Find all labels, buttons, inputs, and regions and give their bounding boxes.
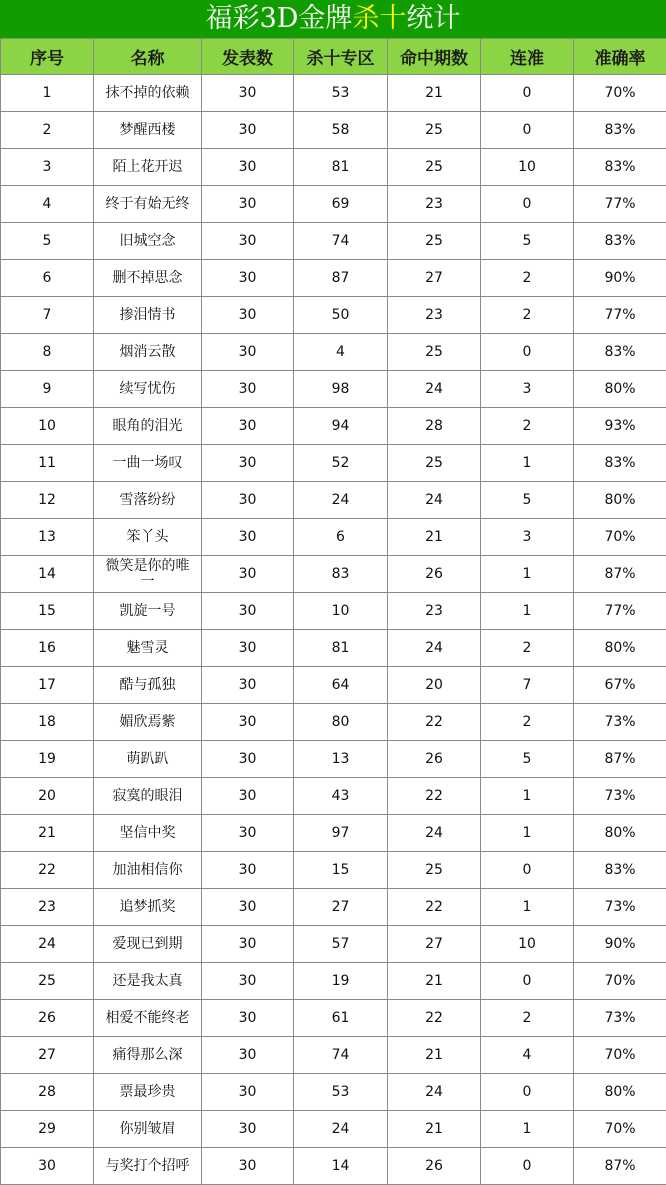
kill-ten-cell: 64 — [294, 667, 388, 704]
name-cell — [94, 519, 202, 556]
name-cell — [94, 704, 202, 741]
table-row — [1, 334, 666, 371]
name-text: 媚欣焉紫 — [119, 714, 176, 730]
posts-cell: 30 — [202, 926, 294, 963]
name-cell — [94, 630, 202, 667]
name-cell — [94, 1037, 202, 1074]
name-cell — [94, 408, 202, 445]
accuracy-cell: 73% — [574, 704, 666, 741]
streak-cell: 1 — [481, 556, 574, 593]
posts-cell: 30 — [202, 667, 294, 704]
hits-cell: 25 — [388, 112, 481, 149]
name-text: 与奖打个招呼 — [105, 1158, 190, 1174]
kill-ten-cell: 58 — [294, 112, 388, 149]
accuracy-cell: 70% — [574, 1111, 666, 1148]
name-cell — [94, 445, 202, 482]
hits-cell: 23 — [388, 593, 481, 630]
accuracy-cell: 87% — [574, 556, 666, 593]
hits-cell: 22 — [388, 889, 481, 926]
hits-cell: 22 — [388, 778, 481, 815]
table-row — [1, 1000, 666, 1037]
name-cell — [94, 556, 202, 593]
name-text: 烟消云散 — [119, 344, 176, 360]
table-row — [1, 371, 666, 408]
hits-cell: 21 — [388, 519, 481, 556]
kill-ten-cell: 69 — [294, 186, 388, 223]
accuracy-header: 准确率 — [574, 39, 666, 75]
streak-cell: 4 — [481, 1037, 574, 1074]
accuracy-cell: 70% — [574, 963, 666, 1000]
table-row — [1, 852, 666, 889]
index-header: 序号 — [1, 39, 94, 75]
kill-ten-cell: 13 — [294, 741, 388, 778]
hits-cell: 27 — [388, 926, 481, 963]
accuracy-cell: 80% — [574, 1074, 666, 1111]
name-text: 凯旋一号 — [119, 603, 176, 619]
name-text: 痛得那么深 — [112, 1047, 183, 1063]
posts-cell: 30 — [202, 1000, 294, 1037]
name-cell — [94, 778, 202, 815]
name-cell — [94, 741, 202, 778]
index-cell: 2 — [1, 112, 94, 149]
name-cell — [94, 963, 202, 1000]
table-row — [1, 704, 666, 741]
kill-ten-cell: 15 — [294, 852, 388, 889]
table-row — [1, 482, 666, 519]
table-row — [1, 408, 666, 445]
streak-cell: 2 — [481, 704, 574, 741]
hits-cell: 22 — [388, 1000, 481, 1037]
accuracy-cell: 73% — [574, 778, 666, 815]
accuracy-cell: 80% — [574, 371, 666, 408]
hits-cell: 21 — [388, 963, 481, 1000]
accuracy-cell: 77% — [574, 593, 666, 630]
header-row — [1, 39, 666, 75]
streak-cell: 1 — [481, 445, 574, 482]
kill-ten-cell: 52 — [294, 445, 388, 482]
name-cell — [94, 334, 202, 371]
kill-ten-cell: 97 — [294, 815, 388, 852]
kill-ten-cell: 57 — [294, 926, 388, 963]
streak-cell: 0 — [481, 75, 574, 112]
streak-cell: 7 — [481, 667, 574, 704]
posts-cell: 30 — [202, 408, 294, 445]
kill-ten-cell: 94 — [294, 408, 388, 445]
accuracy-cell: 73% — [574, 889, 666, 926]
index-cell: 12 — [1, 482, 94, 519]
hits-cell: 25 — [388, 334, 481, 371]
page-title — [0, 0, 666, 38]
accuracy-cell: 80% — [574, 815, 666, 852]
accuracy-cell: 83% — [574, 112, 666, 149]
kill-ten-cell: 61 — [294, 1000, 388, 1037]
kill-ten-cell: 81 — [294, 149, 388, 186]
name-cell — [94, 1074, 202, 1111]
kill-ten-cell: 53 — [294, 1074, 388, 1111]
kill-ten-cell: 87 — [294, 260, 388, 297]
name-cell — [94, 223, 202, 260]
index-cell: 16 — [1, 630, 94, 667]
table-row — [1, 223, 666, 260]
posts-cell: 30 — [202, 1111, 294, 1148]
title-highlight: 杀十 — [352, 3, 407, 34]
accuracy-cell: 80% — [574, 482, 666, 519]
accuracy-cell: 80% — [574, 630, 666, 667]
posts-cell: 30 — [202, 445, 294, 482]
posts-cell: 30 — [202, 778, 294, 815]
posts-cell: 30 — [202, 112, 294, 149]
kill-ten-cell: 27 — [294, 889, 388, 926]
name-text: 爱现已到期 — [112, 936, 183, 952]
posts-cell: 30 — [202, 334, 294, 371]
index-cell: 8 — [1, 334, 94, 371]
posts-cell: 30 — [202, 371, 294, 408]
streak-cell: 0 — [481, 963, 574, 1000]
streak-cell: 5 — [481, 223, 574, 260]
name-text: 梦醒西楼 — [119, 122, 176, 138]
index-cell: 10 — [1, 408, 94, 445]
posts-cell: 30 — [202, 1037, 294, 1074]
kill-ten-cell: 10 — [294, 593, 388, 630]
accuracy-cell: 77% — [574, 186, 666, 223]
hits-cell: 24 — [388, 815, 481, 852]
hits-cell: 24 — [388, 371, 481, 408]
table-row — [1, 889, 666, 926]
accuracy-cell: 93% — [574, 408, 666, 445]
table-row — [1, 75, 666, 112]
table-row — [1, 445, 666, 482]
hits-cell: 21 — [388, 1111, 481, 1148]
name-text: 雪落纷纷 — [119, 492, 176, 508]
name-cell — [94, 75, 202, 112]
accuracy-cell: 70% — [574, 75, 666, 112]
accuracy-cell: 83% — [574, 334, 666, 371]
hits-cell: 26 — [388, 556, 481, 593]
name-cell — [94, 667, 202, 704]
table-row — [1, 926, 666, 963]
index-cell: 26 — [1, 1000, 94, 1037]
kill-ten-cell: 98 — [294, 371, 388, 408]
streak-cell: 1 — [481, 889, 574, 926]
posts-cell: 30 — [202, 1148, 294, 1185]
table-row — [1, 630, 666, 667]
posts-cell: 30 — [202, 889, 294, 926]
index-cell: 24 — [1, 926, 94, 963]
name-cell — [94, 1111, 202, 1148]
table-body — [1, 75, 666, 1185]
name-text: 陌上花开迟 — [112, 159, 183, 175]
kill-ten-cell: 24 — [294, 482, 388, 519]
posts-cell: 30 — [202, 852, 294, 889]
posts-cell: 30 — [202, 75, 294, 112]
index-cell: 13 — [1, 519, 94, 556]
name-text: 续写忧伤 — [119, 381, 176, 397]
kill-ten-cell: 81 — [294, 630, 388, 667]
streak-cell: 0 — [481, 334, 574, 371]
kill-ten-header: 杀十专区 — [294, 39, 388, 75]
index-cell: 25 — [1, 963, 94, 1000]
hits-cell: 23 — [388, 186, 481, 223]
streak-cell: 0 — [481, 852, 574, 889]
hits-cell: 25 — [388, 149, 481, 186]
name-text: 还是我太真 — [112, 973, 183, 989]
name-cell — [94, 926, 202, 963]
streak-cell: 0 — [481, 112, 574, 149]
accuracy-cell: 83% — [574, 445, 666, 482]
index-cell: 6 — [1, 260, 94, 297]
index-cell: 17 — [1, 667, 94, 704]
accuracy-cell: 87% — [574, 1148, 666, 1185]
index-cell: 7 — [1, 297, 94, 334]
index-cell: 29 — [1, 1111, 94, 1148]
streak-cell: 1 — [481, 593, 574, 630]
table-row — [1, 556, 666, 593]
name-cell — [94, 149, 202, 186]
name-text: 坚信中奖 — [119, 825, 176, 841]
index-cell: 30 — [1, 1148, 94, 1185]
name-text: 掺泪情书 — [119, 307, 176, 323]
streak-cell: 1 — [481, 1111, 574, 1148]
hits-cell: 23 — [388, 297, 481, 334]
table-row — [1, 741, 666, 778]
accuracy-cell: 87% — [574, 741, 666, 778]
table-row — [1, 778, 666, 815]
index-cell: 5 — [1, 223, 94, 260]
posts-cell: 30 — [202, 297, 294, 334]
table-row — [1, 1037, 666, 1074]
kill-ten-cell: 43 — [294, 778, 388, 815]
table-row — [1, 519, 666, 556]
hits-header: 命中期数 — [388, 39, 481, 75]
accuracy-cell: 70% — [574, 1037, 666, 1074]
table-row — [1, 260, 666, 297]
name-text: 追梦抓奖 — [119, 899, 176, 915]
streak-cell: 1 — [481, 778, 574, 815]
posts-cell: 30 — [202, 482, 294, 519]
name-cell — [94, 815, 202, 852]
name-cell — [94, 112, 202, 149]
index-cell: 4 — [1, 186, 94, 223]
name-text: 寂寞的眼泪 — [112, 788, 183, 804]
accuracy-cell: 90% — [574, 260, 666, 297]
name-cell — [94, 593, 202, 630]
hits-cell: 26 — [388, 741, 481, 778]
name-cell — [94, 889, 202, 926]
posts-cell: 30 — [202, 1074, 294, 1111]
name-text: 一曲一场叹 — [112, 455, 183, 471]
hits-cell: 26 — [388, 1148, 481, 1185]
name-cell — [94, 852, 202, 889]
streak-cell: 2 — [481, 260, 574, 297]
kill-ten-cell: 14 — [294, 1148, 388, 1185]
kill-ten-cell: 4 — [294, 334, 388, 371]
name-text: 删不掉思念 — [112, 270, 183, 286]
name-text: 微笑是你的唯一 — [105, 558, 190, 590]
hits-cell: 28 — [388, 408, 481, 445]
name-text: 魅雪灵 — [126, 640, 169, 656]
index-cell: 22 — [1, 852, 94, 889]
hits-cell: 21 — [388, 75, 481, 112]
posts-cell: 30 — [202, 593, 294, 630]
streak-cell: 0 — [481, 1148, 574, 1185]
table-row — [1, 1148, 666, 1185]
name-cell — [94, 260, 202, 297]
index-cell: 23 — [1, 889, 94, 926]
table-row — [1, 667, 666, 704]
accuracy-cell: 83% — [574, 149, 666, 186]
name-cell — [94, 1000, 202, 1037]
kill-ten-cell: 53 — [294, 75, 388, 112]
streak-cell: 2 — [481, 297, 574, 334]
hits-cell: 27 — [388, 260, 481, 297]
hits-cell: 22 — [388, 704, 481, 741]
kill-ten-cell: 80 — [294, 704, 388, 741]
kill-ten-cell: 24 — [294, 1111, 388, 1148]
index-cell: 20 — [1, 778, 94, 815]
kill-ten-cell: 50 — [294, 297, 388, 334]
name-text: 终于有始无终 — [105, 196, 190, 212]
table-row — [1, 1111, 666, 1148]
table-row — [1, 112, 666, 149]
table-row — [1, 1074, 666, 1111]
accuracy-cell: 70% — [574, 519, 666, 556]
accuracy-cell: 90% — [574, 926, 666, 963]
hits-cell: 24 — [388, 482, 481, 519]
streak-header: 连准 — [481, 39, 574, 75]
streak-cell: 5 — [481, 482, 574, 519]
posts-cell: 30 — [202, 223, 294, 260]
posts-cell: 30 — [202, 556, 294, 593]
posts-cell: 30 — [202, 630, 294, 667]
table-header — [1, 39, 666, 75]
stats-table — [0, 38, 666, 1185]
index-cell: 14 — [1, 556, 94, 593]
streak-cell: 3 — [481, 371, 574, 408]
name-cell — [94, 1148, 202, 1185]
name-text: 抹不掉的依赖 — [105, 85, 190, 101]
name-cell — [94, 371, 202, 408]
index-cell: 19 — [1, 741, 94, 778]
name-cell — [94, 297, 202, 334]
index-cell: 18 — [1, 704, 94, 741]
hits-cell: 24 — [388, 1074, 481, 1111]
hits-cell: 25 — [388, 223, 481, 260]
accuracy-cell: 67% — [574, 667, 666, 704]
posts-cell: 30 — [202, 149, 294, 186]
index-cell: 28 — [1, 1074, 94, 1111]
hits-cell: 20 — [388, 667, 481, 704]
posts-cell: 30 — [202, 186, 294, 223]
posts-cell: 30 — [202, 704, 294, 741]
accuracy-cell: 83% — [574, 223, 666, 260]
posts-cell: 30 — [202, 963, 294, 1000]
posts-cell: 30 — [202, 260, 294, 297]
accuracy-cell: 83% — [574, 852, 666, 889]
posts-cell: 30 — [202, 519, 294, 556]
posts-header: 发表数 — [202, 39, 294, 75]
name-text: 笨丫头 — [126, 529, 169, 545]
name-text: 加油相信你 — [112, 862, 183, 878]
streak-cell: 2 — [481, 408, 574, 445]
streak-cell: 10 — [481, 149, 574, 186]
kill-ten-cell: 74 — [294, 223, 388, 260]
hits-cell: 25 — [388, 445, 481, 482]
table-row — [1, 297, 666, 334]
name-text: 你别皱眉 — [119, 1121, 176, 1137]
table-row — [1, 963, 666, 1000]
index-cell: 21 — [1, 815, 94, 852]
streak-cell: 2 — [481, 630, 574, 667]
name-header: 名称 — [94, 39, 202, 75]
table-row — [1, 593, 666, 630]
posts-cell: 30 — [202, 815, 294, 852]
name-cell — [94, 482, 202, 519]
index-cell: 9 — [1, 371, 94, 408]
streak-cell: 10 — [481, 926, 574, 963]
table-row — [1, 815, 666, 852]
streak-cell: 5 — [481, 741, 574, 778]
streak-cell: 0 — [481, 186, 574, 223]
posts-cell: 30 — [202, 741, 294, 778]
index-cell: 3 — [1, 149, 94, 186]
kill-ten-cell: 83 — [294, 556, 388, 593]
hits-cell: 24 — [388, 630, 481, 667]
kill-ten-cell: 6 — [294, 519, 388, 556]
table-row — [1, 149, 666, 186]
streak-cell: 1 — [481, 815, 574, 852]
name-text: 旧城空念 — [119, 233, 176, 249]
name-text: 酷与孤独 — [119, 677, 176, 693]
kill-ten-cell: 19 — [294, 963, 388, 1000]
streak-cell: 2 — [481, 1000, 574, 1037]
streak-cell: 3 — [481, 519, 574, 556]
title-prefix: 福彩3D金牌 — [205, 3, 353, 34]
hits-cell: 21 — [388, 1037, 481, 1074]
name-text: 相爱不能终老 — [105, 1010, 190, 1026]
name-text: 萌趴趴 — [126, 751, 169, 767]
accuracy-cell: 77% — [574, 297, 666, 334]
name-text: 眼角的泪光 — [112, 418, 183, 434]
index-cell: 27 — [1, 1037, 94, 1074]
accuracy-cell: 73% — [574, 1000, 666, 1037]
streak-cell: 0 — [481, 1074, 574, 1111]
index-cell: 1 — [1, 75, 94, 112]
index-cell: 11 — [1, 445, 94, 482]
hits-cell: 25 — [388, 852, 481, 889]
kill-ten-cell: 74 — [294, 1037, 388, 1074]
name-text: 票最珍贵 — [119, 1084, 176, 1100]
name-cell — [94, 186, 202, 223]
table-row — [1, 186, 666, 223]
index-cell: 15 — [1, 593, 94, 630]
title-suffix: 统计 — [406, 3, 461, 34]
